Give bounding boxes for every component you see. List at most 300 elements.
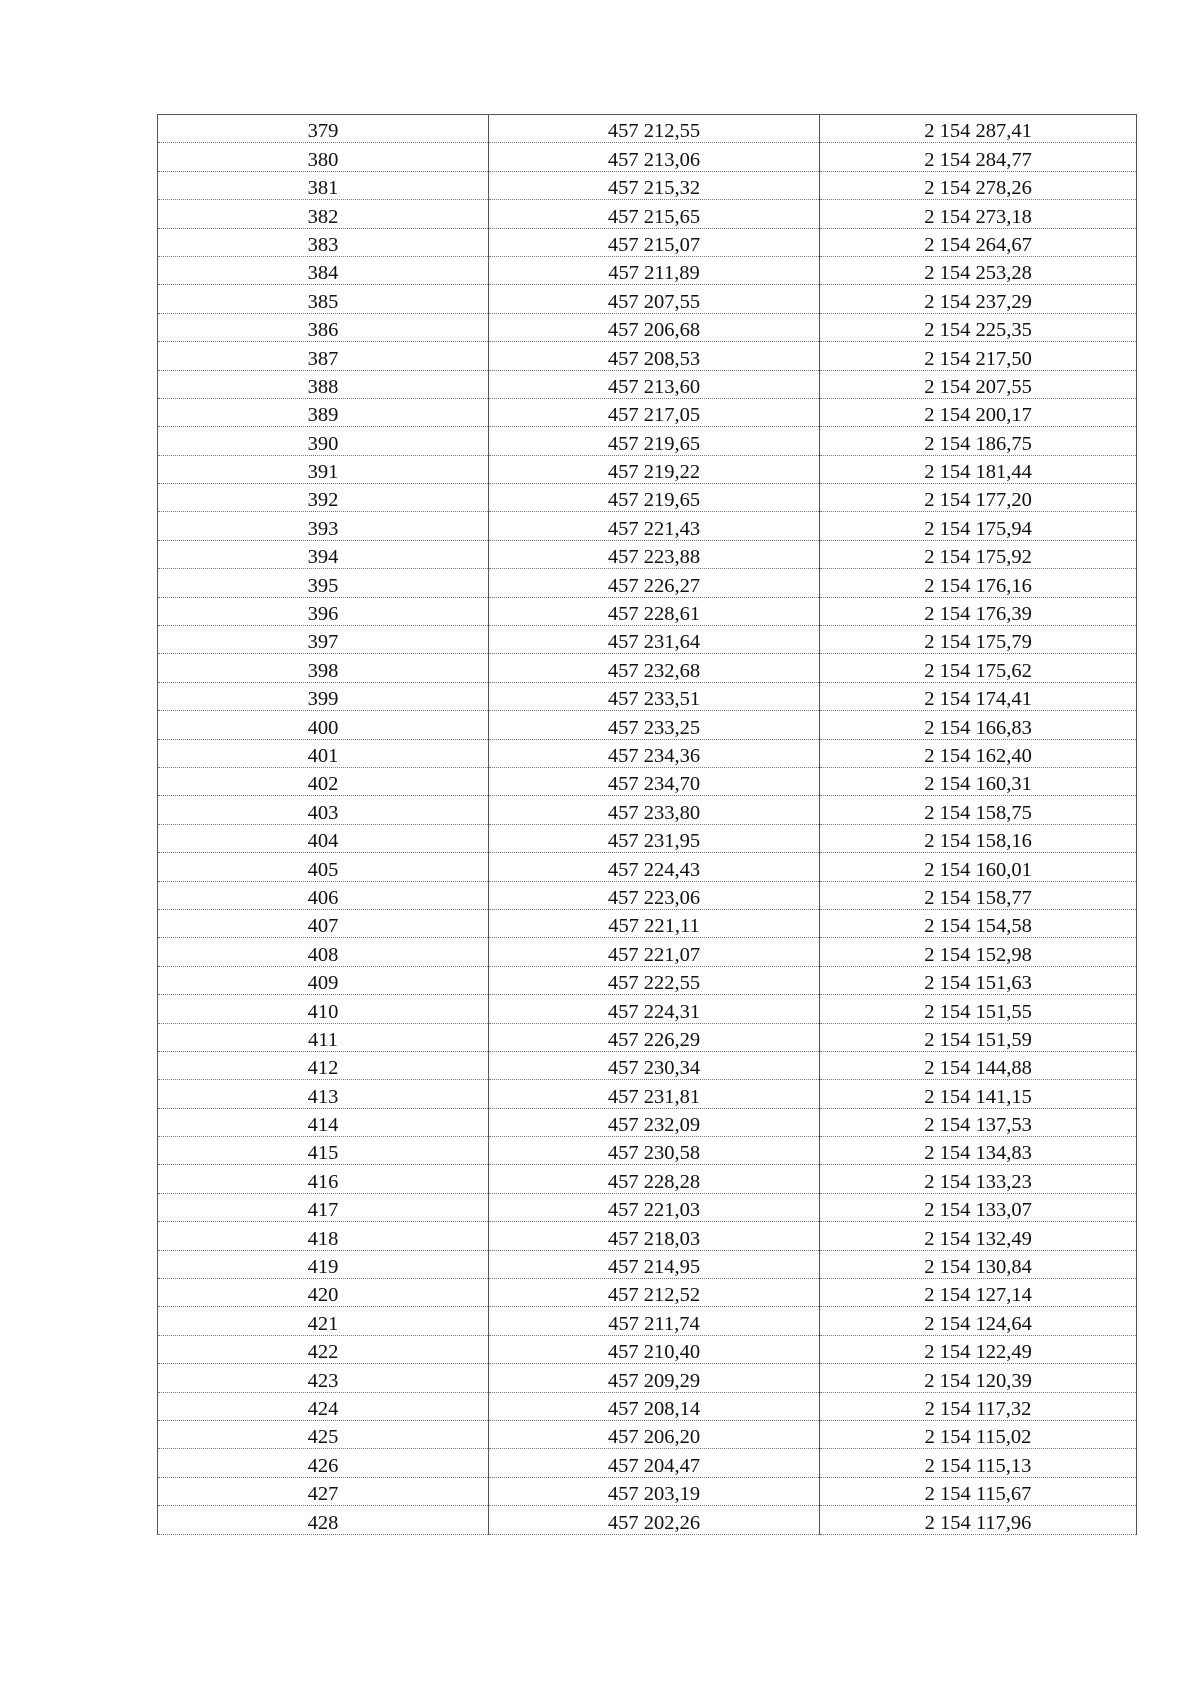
y-coordinate-cell	[820, 796, 1137, 824]
cell-text: 2 154 141,15	[924, 1085, 1032, 1108]
point-number-cell	[158, 228, 489, 256]
x-coordinate-cell	[489, 1080, 820, 1108]
cell-text: 2 154 115,13	[924, 1454, 1032, 1477]
point-number-cell	[158, 597, 489, 625]
cell-text: 457 226,27	[607, 574, 701, 597]
y-coordinate-cell	[820, 711, 1137, 739]
x-coordinate-cell	[489, 1137, 820, 1165]
table-row	[158, 1335, 1137, 1363]
cell-text: 416	[307, 1170, 339, 1193]
cell-text: 425	[307, 1426, 339, 1449]
y-coordinate-cell	[820, 1506, 1137, 1534]
point-number-cell	[158, 569, 489, 597]
table-row	[158, 171, 1137, 199]
table-row	[158, 626, 1137, 654]
cell-text: 2 154 237,29	[924, 290, 1032, 313]
table-row	[158, 1222, 1137, 1250]
cell-text: 2 154 137,53	[924, 1114, 1032, 1137]
table-row	[158, 200, 1137, 228]
cell-text: 405	[307, 858, 339, 881]
y-coordinate-cell	[820, 1449, 1137, 1477]
cell-text: 419	[307, 1256, 339, 1279]
x-coordinate-cell	[489, 1449, 820, 1477]
x-coordinate-cell	[489, 143, 820, 171]
table-row	[158, 285, 1137, 313]
x-coordinate-cell	[489, 1108, 820, 1136]
table-row	[158, 881, 1137, 909]
point-number-cell	[158, 1193, 489, 1221]
cell-text: 457 233,51	[607, 688, 701, 711]
cell-text: 389	[307, 404, 339, 427]
cell-text: 2 154 115,67	[924, 1483, 1032, 1506]
cell-text: 2 154 130,84	[924, 1256, 1032, 1279]
cell-text: 379	[307, 120, 339, 143]
cell-text: 420	[307, 1284, 339, 1307]
y-coordinate-cell	[820, 455, 1137, 483]
cell-text: 398	[307, 659, 339, 682]
y-coordinate-cell	[820, 682, 1137, 710]
x-coordinate-cell	[489, 1023, 820, 1051]
point-number-cell	[158, 1165, 489, 1193]
cell-text: 393	[307, 517, 339, 540]
x-coordinate-cell	[489, 1193, 820, 1221]
y-coordinate-cell	[820, 256, 1137, 284]
cell-text: 457 204,47	[607, 1454, 701, 1477]
point-number-cell	[158, 995, 489, 1023]
table-row	[158, 1193, 1137, 1221]
cell-text: 2 154 174,41	[924, 688, 1032, 711]
x-coordinate-cell	[489, 682, 820, 710]
point-number-cell	[158, 1023, 489, 1051]
point-number-cell	[158, 682, 489, 710]
cell-text: 2 154 152,98	[924, 943, 1032, 966]
y-coordinate-cell	[820, 1023, 1137, 1051]
x-coordinate-cell	[489, 228, 820, 256]
point-number-cell	[158, 711, 489, 739]
x-coordinate-cell	[489, 739, 820, 767]
x-coordinate-cell	[489, 540, 820, 568]
y-coordinate-cell	[820, 313, 1137, 341]
table-row	[158, 909, 1137, 937]
cell-text: 2 154 158,75	[924, 801, 1032, 824]
cell-text: 395	[307, 574, 339, 597]
x-coordinate-cell	[489, 342, 820, 370]
y-coordinate-cell	[820, 853, 1137, 881]
cell-text: 383	[307, 233, 339, 256]
x-coordinate-cell	[489, 881, 820, 909]
point-number-cell	[158, 256, 489, 284]
cell-text: 457 221,43	[607, 517, 701, 540]
cell-text: 382	[307, 205, 339, 228]
cell-text: 457 232,68	[607, 659, 701, 682]
table-row	[158, 427, 1137, 455]
table-row	[158, 1420, 1137, 1448]
point-number-cell	[158, 455, 489, 483]
x-coordinate-cell	[489, 256, 820, 284]
cell-text: 418	[307, 1227, 339, 1250]
cell-text: 2 154 117,32	[924, 1397, 1032, 1420]
cell-text: 2 154 151,63	[924, 972, 1032, 995]
y-coordinate-cell	[820, 427, 1137, 455]
cell-text: 390	[307, 432, 339, 455]
table-row	[158, 853, 1137, 881]
cell-text: 457 233,80	[607, 801, 701, 824]
cell-text: 387	[307, 347, 339, 370]
point-number-cell	[158, 1137, 489, 1165]
cell-text: 457 213,60	[607, 375, 701, 398]
x-coordinate-cell	[489, 995, 820, 1023]
cell-text: 396	[307, 603, 339, 626]
table-row	[158, 455, 1137, 483]
x-coordinate-cell	[489, 824, 820, 852]
x-coordinate-cell	[489, 767, 820, 795]
point-number-cell	[158, 200, 489, 228]
y-coordinate-cell	[820, 285, 1137, 313]
point-number-cell	[158, 881, 489, 909]
x-coordinate-cell	[489, 484, 820, 512]
cell-text: 2 154 200,17	[924, 404, 1032, 427]
cell-text: 427	[307, 1483, 339, 1506]
cell-text: 426	[307, 1454, 339, 1477]
cell-text: 457 230,58	[607, 1142, 701, 1165]
cell-text: 2 154 175,79	[924, 631, 1032, 654]
x-coordinate-cell	[489, 654, 820, 682]
y-coordinate-cell	[820, 143, 1137, 171]
y-coordinate-cell	[820, 1279, 1137, 1307]
coordinates-table	[157, 114, 1137, 1535]
cell-text: 428	[307, 1511, 339, 1534]
point-number-cell	[158, 398, 489, 426]
point-number-cell	[158, 1420, 489, 1448]
table-row	[158, 1392, 1137, 1420]
cell-text: 2 154 186,75	[924, 432, 1032, 455]
x-coordinate-cell	[489, 597, 820, 625]
cell-text: 457 223,06	[607, 886, 701, 909]
cell-text: 414	[307, 1114, 339, 1137]
cell-text: 457 218,03	[607, 1227, 701, 1250]
x-coordinate-cell	[489, 853, 820, 881]
cell-text: 457 230,34	[607, 1057, 701, 1080]
x-coordinate-cell	[489, 569, 820, 597]
y-coordinate-cell	[820, 1108, 1137, 1136]
table-row	[158, 1051, 1137, 1079]
x-coordinate-cell	[489, 285, 820, 313]
cell-text: 2 154 127,14	[924, 1284, 1032, 1307]
x-coordinate-cell	[489, 966, 820, 994]
cell-text: 457 219,22	[607, 461, 701, 484]
cell-text: 2 154 175,62	[924, 659, 1032, 682]
point-number-cell	[158, 540, 489, 568]
x-coordinate-cell	[489, 1307, 820, 1335]
cell-text: 457 206,20	[607, 1426, 701, 1449]
cell-text: 2 154 273,18	[924, 205, 1032, 228]
cell-text: 406	[307, 886, 339, 909]
y-coordinate-cell	[820, 228, 1137, 256]
cell-text: 2 154 253,28	[924, 262, 1032, 285]
cell-text: 2 154 115,02	[924, 1426, 1032, 1449]
point-number-cell	[158, 512, 489, 540]
cell-text: 457 214,95	[607, 1256, 701, 1279]
cell-text: 457 202,26	[607, 1511, 701, 1534]
point-number-cell	[158, 938, 489, 966]
cell-text: 457 213,06	[607, 148, 701, 171]
cell-text: 457 222,55	[607, 972, 701, 995]
y-coordinate-cell	[820, 824, 1137, 852]
cell-text: 457 228,28	[607, 1170, 701, 1193]
y-coordinate-cell	[820, 1250, 1137, 1278]
cell-text: 2 154 160,01	[924, 858, 1032, 881]
table-row	[158, 938, 1137, 966]
x-coordinate-cell	[489, 938, 820, 966]
cell-text: 417	[307, 1199, 339, 1222]
cell-text: 457 208,14	[607, 1397, 701, 1420]
table-row	[158, 398, 1137, 426]
cell-text: 2 154 264,67	[924, 233, 1032, 256]
point-number-cell	[158, 1080, 489, 1108]
y-coordinate-cell	[820, 1477, 1137, 1505]
point-number-cell	[158, 1506, 489, 1534]
cell-text: 457 223,88	[607, 546, 701, 569]
cell-text: 402	[307, 773, 339, 796]
point-number-cell	[158, 1449, 489, 1477]
x-coordinate-cell	[489, 115, 820, 143]
cell-text: 457 233,25	[607, 716, 701, 739]
point-number-cell	[158, 370, 489, 398]
cell-text: 457 212,52	[607, 1284, 701, 1307]
point-number-cell	[158, 1250, 489, 1278]
y-coordinate-cell	[820, 966, 1137, 994]
cell-text: 392	[307, 489, 339, 512]
cell-text: 397	[307, 631, 339, 654]
cell-text: 388	[307, 375, 339, 398]
cell-text: 457 224,31	[607, 1000, 701, 1023]
cell-text: 457 215,65	[607, 205, 701, 228]
cell-text: 2 154 176,16	[924, 574, 1032, 597]
cell-text: 457 215,32	[607, 177, 701, 200]
x-coordinate-cell	[489, 711, 820, 739]
y-coordinate-cell	[820, 767, 1137, 795]
y-coordinate-cell	[820, 200, 1137, 228]
cell-text: 2 154 132,49	[924, 1227, 1032, 1250]
table-row	[158, 1250, 1137, 1278]
cell-text: 2 154 207,55	[924, 375, 1032, 398]
cell-text: 2 154 160,31	[924, 773, 1032, 796]
table-row	[158, 370, 1137, 398]
cell-text: 457 219,65	[607, 489, 701, 512]
cell-text: 407	[307, 915, 339, 938]
point-number-cell	[158, 1364, 489, 1392]
table-row	[158, 256, 1137, 284]
cell-text: 423	[307, 1369, 339, 1392]
cell-text: 2 154 284,77	[924, 148, 1032, 171]
point-number-cell	[158, 171, 489, 199]
cell-text: 424	[307, 1397, 339, 1420]
point-number-cell	[158, 427, 489, 455]
table-row	[158, 313, 1137, 341]
cell-text: 2 154 154,58	[924, 915, 1032, 938]
y-coordinate-cell	[820, 1137, 1137, 1165]
cell-text: 457 212,55	[607, 120, 701, 143]
y-coordinate-cell	[820, 115, 1137, 143]
cell-text: 457 217,05	[607, 404, 701, 427]
table-row	[158, 1506, 1137, 1534]
x-coordinate-cell	[489, 1420, 820, 1448]
cell-text: 401	[307, 744, 339, 767]
cell-text: 457 221,07	[607, 943, 701, 966]
point-number-cell	[158, 342, 489, 370]
x-coordinate-cell	[489, 1279, 820, 1307]
table-row	[158, 995, 1137, 1023]
y-coordinate-cell	[820, 370, 1137, 398]
cell-text: 457 203,19	[607, 1483, 701, 1506]
cell-text: 2 154 144,88	[924, 1057, 1032, 1080]
point-number-cell	[158, 626, 489, 654]
cell-text: 380	[307, 148, 339, 171]
cell-text: 381	[307, 177, 339, 200]
point-number-cell	[158, 1222, 489, 1250]
y-coordinate-cell	[820, 484, 1137, 512]
point-number-cell	[158, 1307, 489, 1335]
cell-text: 457 234,70	[607, 773, 701, 796]
point-number-cell	[158, 143, 489, 171]
cell-text: 400	[307, 716, 339, 739]
cell-text: 2 154 133,23	[924, 1170, 1032, 1193]
cell-text: 2 154 287,41	[924, 120, 1032, 143]
cell-text: 457 231,81	[607, 1085, 701, 1108]
y-coordinate-cell	[820, 1165, 1137, 1193]
cell-text: 2 154 122,49	[924, 1341, 1032, 1364]
table-row	[158, 597, 1137, 625]
table-row	[158, 654, 1137, 682]
table-row	[158, 143, 1137, 171]
point-number-cell	[158, 1335, 489, 1363]
table-row	[158, 1477, 1137, 1505]
cell-text: 457 232,09	[607, 1114, 701, 1137]
point-number-cell	[158, 767, 489, 795]
point-number-cell	[158, 1477, 489, 1505]
y-coordinate-cell	[820, 881, 1137, 909]
x-coordinate-cell	[489, 313, 820, 341]
cell-text: 2 154 225,35	[924, 319, 1032, 342]
cell-text: 391	[307, 461, 339, 484]
y-coordinate-cell	[820, 540, 1137, 568]
cell-text: 457 221,11	[608, 915, 700, 938]
y-coordinate-cell	[820, 995, 1137, 1023]
cell-text: 457 206,68	[607, 319, 701, 342]
cell-text: 404	[307, 830, 339, 853]
table-row	[158, 1364, 1137, 1392]
x-coordinate-cell	[489, 1392, 820, 1420]
point-number-cell	[158, 824, 489, 852]
x-coordinate-cell	[489, 171, 820, 199]
x-coordinate-cell	[489, 1051, 820, 1079]
cell-text: 2 154 162,40	[924, 744, 1032, 767]
table-row	[158, 569, 1137, 597]
cell-text: 457 207,55	[607, 290, 701, 313]
x-coordinate-cell	[489, 455, 820, 483]
cell-text: 2 154 151,55	[924, 1000, 1032, 1023]
cell-text: 2 154 217,50	[924, 347, 1032, 370]
y-coordinate-cell	[820, 739, 1137, 767]
cell-text: 409	[307, 972, 339, 995]
cell-text: 457 224,43	[607, 858, 701, 881]
cell-text: 2 154 158,77	[924, 886, 1032, 909]
x-coordinate-cell	[489, 427, 820, 455]
x-coordinate-cell	[489, 1506, 820, 1534]
point-number-cell	[158, 285, 489, 313]
point-number-cell	[158, 739, 489, 767]
cell-text: 457 231,95	[607, 830, 701, 853]
cell-text: 399	[307, 688, 339, 711]
table-row	[158, 682, 1137, 710]
x-coordinate-cell	[489, 1364, 820, 1392]
cell-text: 457 226,29	[607, 1028, 701, 1051]
x-coordinate-cell	[489, 1335, 820, 1363]
point-number-cell	[158, 115, 489, 143]
cell-text: 2 154 120,39	[924, 1369, 1032, 1392]
table-row	[158, 540, 1137, 568]
cell-text: 408	[307, 943, 339, 966]
x-coordinate-cell	[489, 1165, 820, 1193]
cell-text: 411	[308, 1028, 338, 1051]
cell-text: 386	[307, 319, 339, 342]
cell-text: 415	[307, 1142, 339, 1165]
cell-text: 421	[307, 1312, 339, 1335]
x-coordinate-cell	[489, 626, 820, 654]
x-coordinate-cell	[489, 909, 820, 937]
cell-text: 422	[307, 1341, 339, 1364]
cell-text: 457 231,64	[607, 631, 701, 654]
table-row	[158, 228, 1137, 256]
table-row	[158, 1307, 1137, 1335]
y-coordinate-cell	[820, 569, 1137, 597]
y-coordinate-cell	[820, 1307, 1137, 1335]
cell-text: 2 154 117,96	[924, 1511, 1032, 1534]
point-number-cell	[158, 313, 489, 341]
y-coordinate-cell	[820, 1364, 1137, 1392]
point-number-cell	[158, 796, 489, 824]
cell-text: 385	[307, 290, 339, 313]
table-row	[158, 711, 1137, 739]
table-row	[158, 115, 1137, 143]
x-coordinate-cell	[489, 796, 820, 824]
y-coordinate-cell	[820, 938, 1137, 966]
cell-text: 457 208,53	[607, 347, 701, 370]
cell-text: 2 154 175,92	[924, 546, 1032, 569]
table-row	[158, 512, 1137, 540]
x-coordinate-cell	[489, 398, 820, 426]
table-row	[158, 767, 1137, 795]
cell-text: 2 154 176,39	[924, 603, 1032, 626]
cell-text: 403	[307, 801, 339, 824]
point-number-cell	[158, 654, 489, 682]
x-coordinate-cell	[489, 1250, 820, 1278]
cell-text: 2 154 134,83	[924, 1142, 1032, 1165]
y-coordinate-cell	[820, 171, 1137, 199]
cell-text: 394	[307, 546, 339, 569]
table-row	[158, 1080, 1137, 1108]
y-coordinate-cell	[820, 512, 1137, 540]
table-row	[158, 796, 1137, 824]
table-row	[158, 1165, 1137, 1193]
table-row	[158, 1137, 1137, 1165]
y-coordinate-cell	[820, 1392, 1137, 1420]
cell-text: 2 154 166,83	[924, 716, 1032, 739]
cell-text: 457 215,07	[607, 233, 701, 256]
point-number-cell	[158, 909, 489, 937]
cell-text: 2 154 278,26	[924, 177, 1032, 200]
cell-text: 457 219,65	[607, 432, 701, 455]
